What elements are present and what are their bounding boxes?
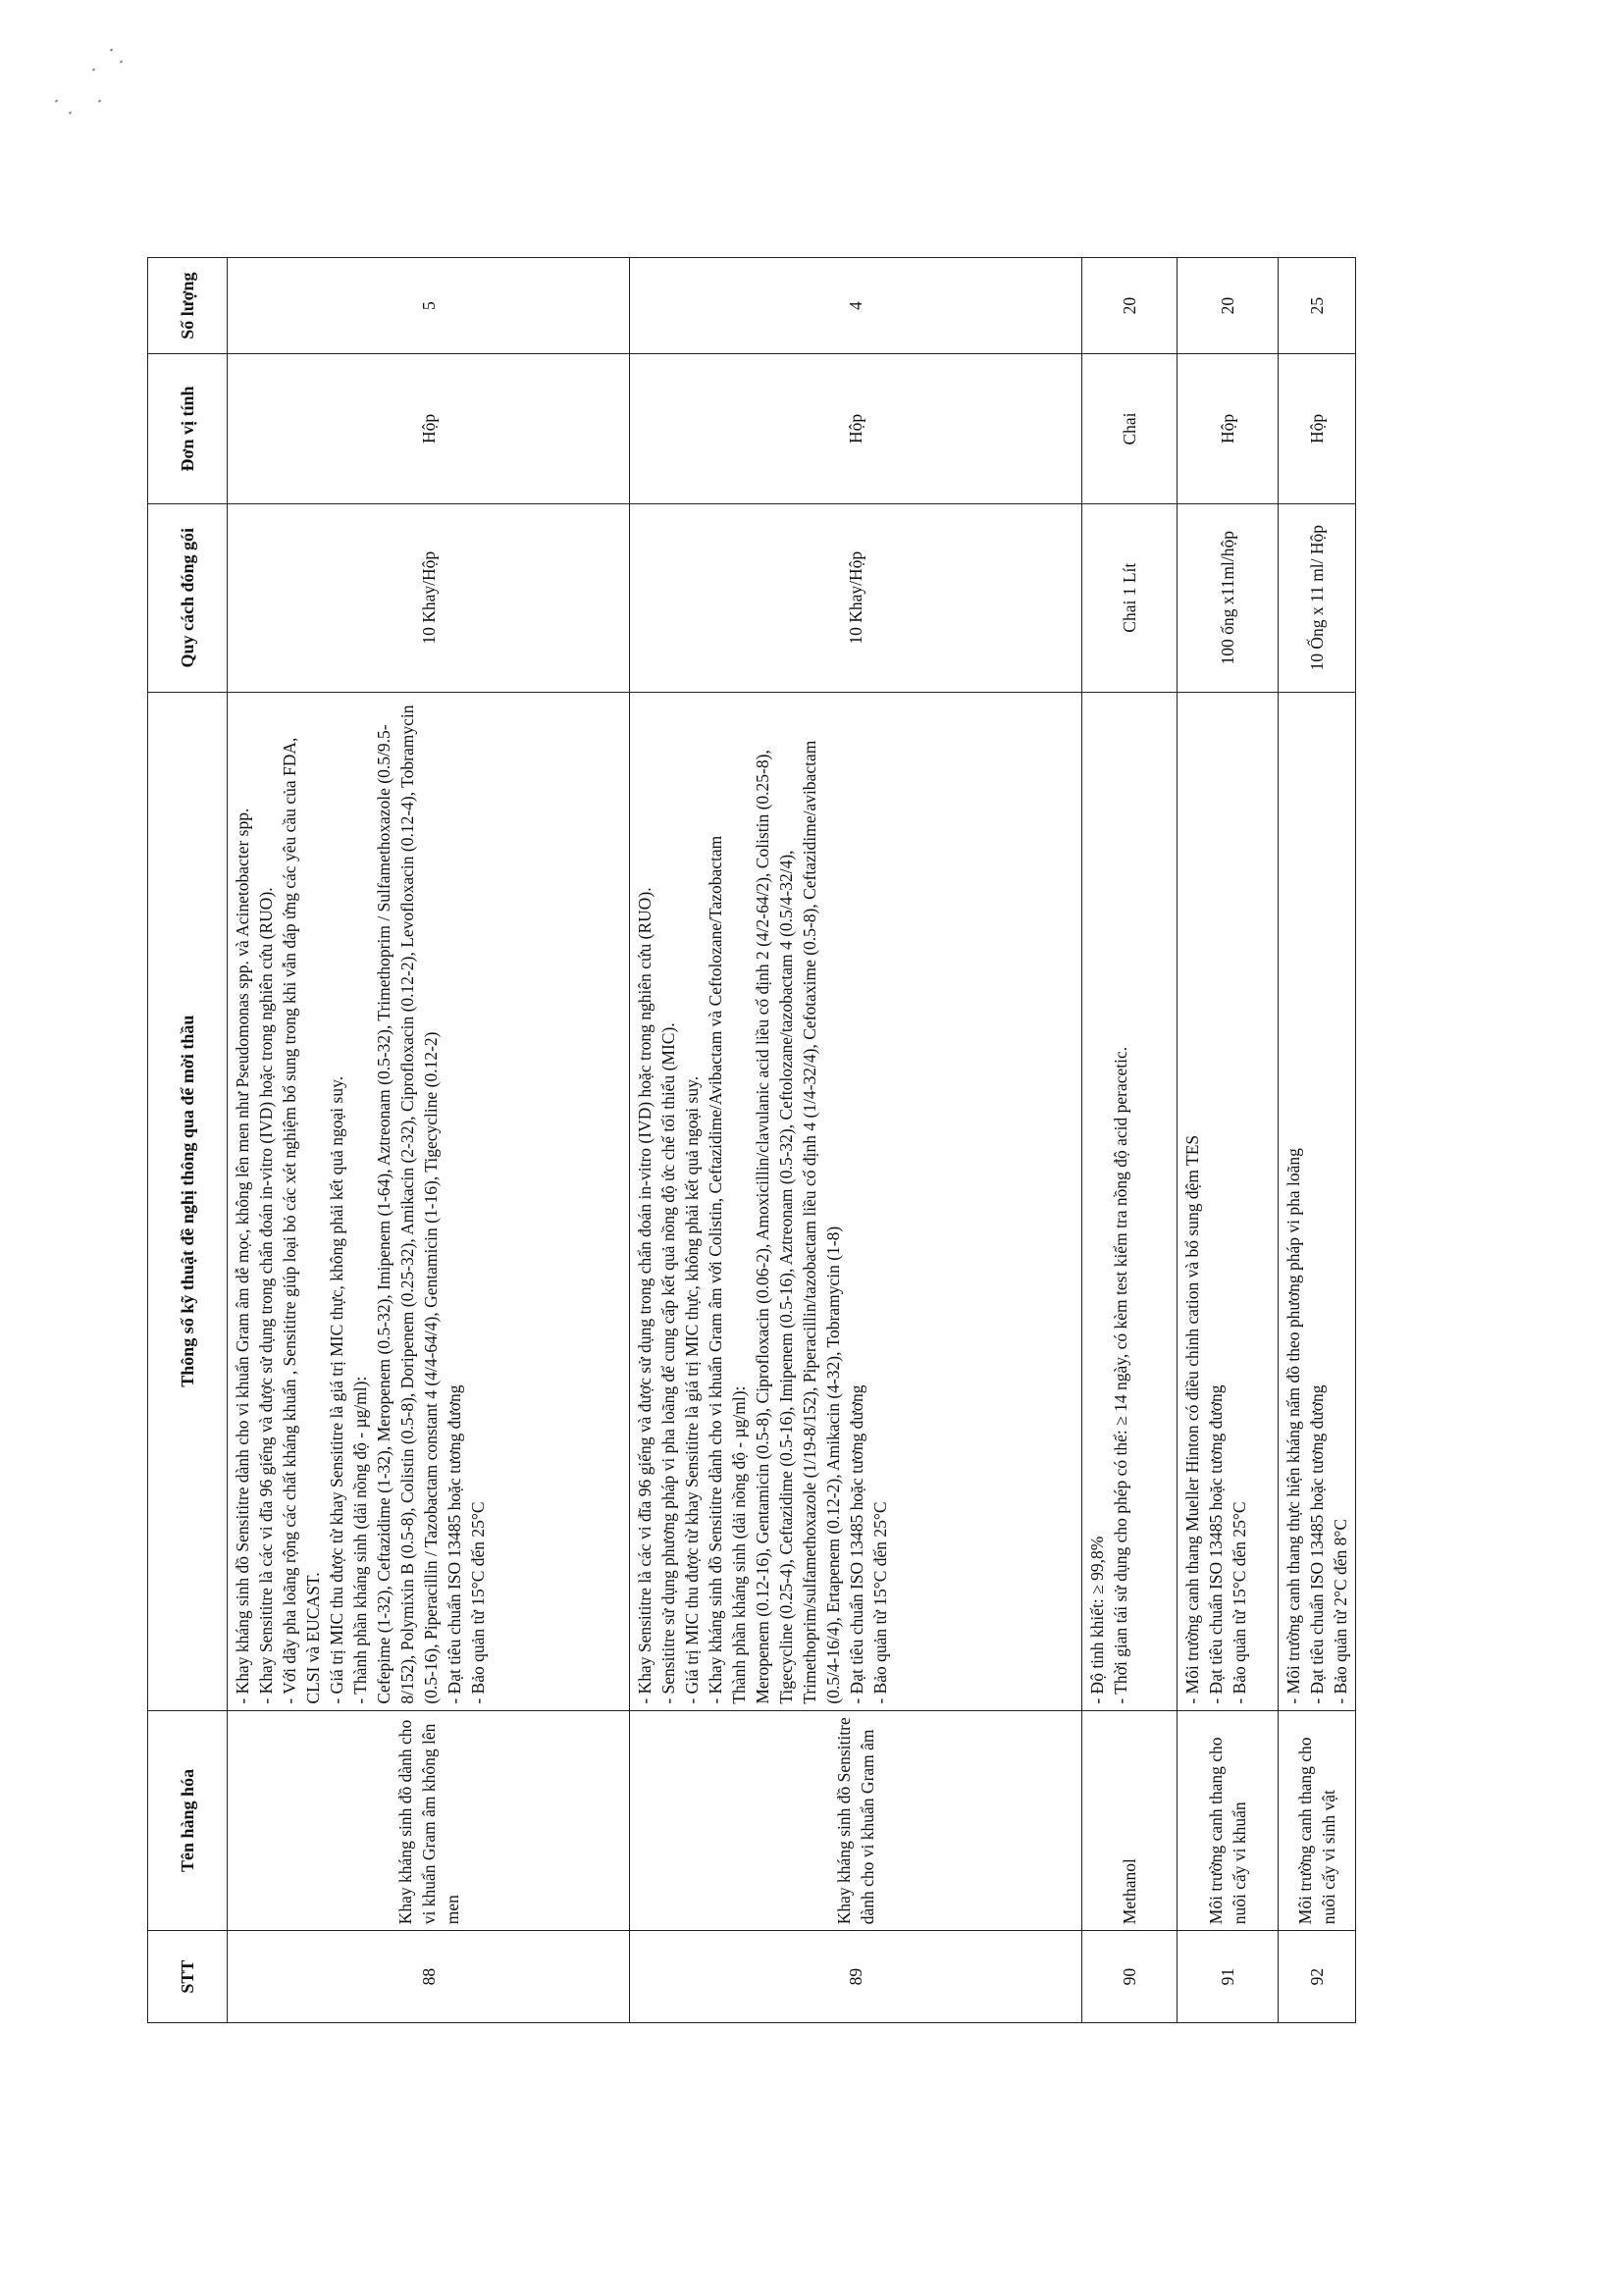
cell-quantity: 5: [228, 258, 630, 354]
cell-packaging: 10 Ống x 11 ml/ Hộp: [1279, 503, 1356, 692]
spec-line: - Bảo quản từ 15°C đến 25°C: [468, 1501, 488, 1704]
cell-stt: 90: [1082, 1931, 1178, 2023]
spec-line: - Thời gian tái sử dụng cho phép có thể: ≥ 14 ngày, có kèm test kiểm tra nồng độ acid peracetic.: [1111, 1046, 1130, 1704]
header-stt: STT: [148, 1931, 228, 2023]
cell-spec: [630, 692, 1082, 1710]
table-row: [1178, 258, 1279, 2023]
scan-specks: [51, 39, 139, 128]
spec-line: - Với dãy pha loãng rộng các chất kháng khuẩn , Sensititre giúp loại bỏ các xét nghiệm bổ sung trong khi vẫn đáp ứng các yêu cầu của FDA, CLSI và EUCAST.: [280, 737, 323, 1704]
cell-stt: 92: [1279, 1931, 1356, 2023]
spec-line: Cefepime (1-32), Ceftazidime (1-32), Meropenem (0.5-32), Imipenem (1-64), Aztreonam (0.5-32), Trimethoprim / Sulfamethoxazole (0.5/9.5-8/152), Polymixin B (0.5-8), Colistin (0.5-8), Doripenem (0.25-32), Amikacin (2-32), Ciprofloxacin (0.12-2), Levofloxacin (0.12-4), Tobramycin (0.5-16), Piperacillin / Tazobactam constant 4 (4/4-64/4), Gentamicin (1-16), Tigecycline (0.12-2): [374, 704, 441, 1704]
cell-packaging: 100 ống x11ml/hộp: [1178, 503, 1279, 692]
spec-line: - Sensititre sử dụng phương pháp vi pha loãng để cung cấp kết quả nồng độ ức chế tối thiểu (MIC).: [658, 1022, 678, 1704]
spec-line: - Khay Sensititre là các vi đĩa 96 giếng và được sử dụng trong chẩn đoán in-vitro (IVD) hoặc trong nghiên cứu (RUO).: [635, 887, 654, 1704]
spec-line: - Thành phần kháng sinh (dải nồng độ - µg/ml):: [350, 1376, 370, 1704]
cell-packaging: Chai 1 Lít: [1082, 503, 1178, 692]
cell-stt: 89: [630, 1931, 1082, 2023]
cell-quantity: 20: [1082, 258, 1178, 354]
cell-name: Khay kháng sinh đồ dành cho vi khuẩn Gram âm không lên men: [228, 1710, 630, 1931]
spec-line: - Môi trường canh thang thực hiện kháng nấm đồ theo phương pháp vi pha loãng: [1283, 1148, 1303, 1704]
spec-line: - Đạt tiêu chuẩn ISO 13485 hoặc tương đương: [1206, 1384, 1226, 1704]
cell-unit: Chai: [1082, 354, 1178, 504]
cell-name: Môi trường canh thang cho nuôi cấy vi khuẩn: [1178, 1710, 1279, 1931]
spec-line: - Bảo quản từ 2°C đến 8°C: [1331, 1518, 1350, 1704]
spec-line: - Bảo quản từ 15°C đến 25°C: [870, 1501, 890, 1704]
spec-line: - Khay kháng sinh đồ Sensititre dành cho vi khuẩn Gram âm với Colistin, Ceftazidime/Avibactam và Ceftolozane/Tazobactam: [706, 835, 725, 1704]
spec-line: Thành phần kháng sinh (dải nồng độ - µg/ml):: [729, 1385, 749, 1704]
specification-table: [147, 257, 1356, 2023]
spec-line: Meropenem (0.12-16), Gentamicin (0.5-8), Ciprofloxacin (0.06-2), Amoxicillin/clavulanic acid liều cố định 2 (4/2-64/2), Colistin (0.25-8), Tigecycline (0.25-4), Ceftazidime (0.5-16), Imipenem (0.5-16), Aztreonam (0.5-32), Ceftolozane/tazobactam 4 (0.5/4-32/4), Trimethoprim/sulfamethoxazole (1/19-8/152), Piperacillin/tazobactam liều cố định 4 (1/4-32/4), Cefotaxime (0.5-8), Ceftazidime/avibactam (0.5/4-16/4), Ertapenem (0.12-2), Amikacin (4-32), Tobramycin (1-8): [753, 740, 843, 1704]
table-row: [228, 258, 630, 2023]
cell-unit: Hộp: [1178, 354, 1279, 504]
header-spec: Thông số kỹ thuật đề nghị thông qua để mời thầu: [148, 692, 228, 1710]
header-quantity: Số lượng: [148, 258, 228, 354]
header-unit: Đơn vị tính: [148, 354, 228, 504]
spec-line: - Giá trị MIC thu được từ khay Sensititre là giá trị MIC thực, không phải kết quả ngoại suy.: [327, 1075, 346, 1704]
spec-line: - Khay Sensititre là các vi đĩa 96 giếng và được sử dụng trong chẩn đoán in-vitro (IVD) hoặc trong nghiên cứu (RUO).: [256, 887, 276, 1704]
cell-name: Khay kháng sinh đồ Sensititre dành cho vi khuẩn Gram âm: [630, 1710, 1082, 1931]
cell-stt: 91: [1178, 1931, 1279, 2023]
cell-quantity: 4: [630, 258, 1082, 354]
spec-line: - Giá trị MIC thu được từ khay Sensititre là giá trị MIC thực, không phải kết quả ngoại suy.: [682, 1075, 702, 1704]
table-row: [1279, 258, 1356, 2023]
spec-line: - Khay kháng sinh đồ Sensititre dành cho vi khuẩn Gram âm dễ mọc, không lên men như Pseudomonas spp. và Acinetobacter spp.: [233, 808, 252, 1704]
cell-unit: Hộp: [1279, 354, 1356, 504]
cell-packaging: 10 Khay/Hộp: [228, 503, 630, 692]
spec-line: - Đạt tiêu chuẩn ISO 13485 hoặc tương đương: [847, 1384, 866, 1704]
cell-spec: [1082, 692, 1178, 1710]
cell-name: Môi trường canh thang cho nuôi cấy vi sinh vật: [1279, 1710, 1356, 1931]
spec-line: - Độ tinh khiết: ≥ 99,8%: [1087, 1536, 1107, 1704]
cell-unit: Hộp: [630, 354, 1082, 504]
cell-spec: [1178, 692, 1279, 1710]
cell-packaging: 10 Khay/Hộp: [630, 503, 1082, 692]
cell-spec: [228, 692, 630, 1710]
spec-line: - Đạt tiêu chuẩn ISO 13485 hoặc tương đương: [445, 1384, 464, 1704]
spec-line: - Bảo quản từ 15°C đến 25°C: [1230, 1501, 1249, 1704]
cell-quantity: 25: [1279, 258, 1356, 354]
cell-quantity: 20: [1178, 258, 1279, 354]
header-packaging: Quy cách đóng gói: [148, 503, 228, 692]
header-name: Tên hàng hóa: [148, 1710, 228, 1931]
spec-line: - Đạt tiêu chuẩn ISO 13485 hoặc tương đương: [1307, 1384, 1327, 1704]
rotated-table-container: [147, 257, 1423, 2023]
cell-spec: [1279, 692, 1356, 1710]
cell-name: Methanol: [1082, 1710, 1178, 1931]
spec-line: - Môi trường canh thang Mueller Hinton có điều chỉnh cation và bổ sung đệm TES: [1182, 1134, 1202, 1704]
cell-unit: Hộp: [228, 354, 630, 504]
table-header-row: [148, 258, 228, 2023]
table-row: [630, 258, 1082, 2023]
cell-stt: 88: [228, 1931, 630, 2023]
table-row: [1082, 258, 1178, 2023]
